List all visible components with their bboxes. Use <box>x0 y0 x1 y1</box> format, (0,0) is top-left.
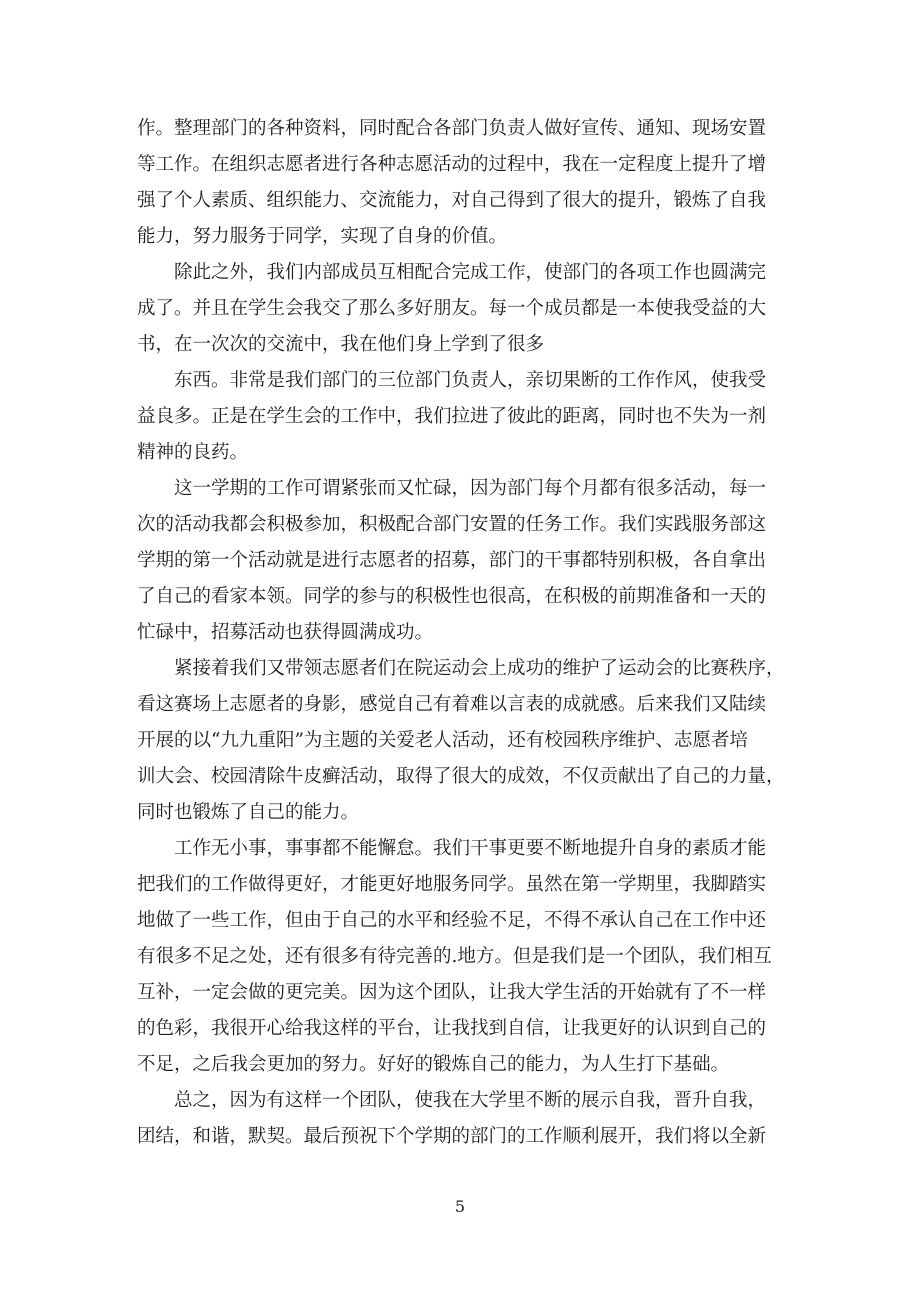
text-line: 把我们的工作做得更好，才能更好地服务同学。虽然在第一学期里，我脚踏实 <box>137 874 767 895</box>
text-line: 等工作。在组织志愿者进行各种志愿活动的过程中，我在一定程度上提升了增 <box>137 154 767 175</box>
text-line: 训大会、校园清除牛皮癣活动，取得了很大的成效，不仅贡献出了自己的力量， <box>137 766 785 787</box>
text-line: 互补，一定会做的更完美。因为这个团队，让我大学生活的开始就有了不一样 <box>137 982 767 1003</box>
text-line: 次的活动我都会积极参加，积极配合部门安置的任务工作。我们实践服务部这 <box>137 514 767 535</box>
text-line: 了自己的看家本领。同学的参与的积极性也很高，在积极的前期准备和一天的 <box>137 586 767 607</box>
text-line: 紧接着我们又带领志愿者们在院运动会上成功的维护了运动会的比赛秩序， <box>174 658 785 679</box>
text-line: 东西。非常是我们部门的三位部门负责人，亲切果断的工作作风，使我受 <box>174 370 767 391</box>
text-line: 开展的以“九九重阳”为主题的关爱老人活动，还有校园秩序维护、志愿者培 <box>137 730 748 751</box>
text-line: 书，在一次次的交流中，我在他们身上学到了很多 <box>137 334 545 355</box>
text-line: 看这赛场上志愿者的身影，感觉自己有着难以言表的成就感。后来我们又陆续 <box>137 694 767 715</box>
text-line: 的色彩，我很开心给我这样的平台，让我找到自信，让我更好的认识到自己的 <box>137 1018 767 1039</box>
text-line: 工作无小事，事事都不能懈怠。我们干事更要不断地提升自身的素质才能 <box>174 838 767 859</box>
text-line: 地做了一些工作，但由于自己的水平和经验不足，不得不承认自己在工作中还 <box>137 910 767 931</box>
text-line: 总之，因为有这样一个团队，使我在大学里不断的展示自我，晋升自我， <box>174 1090 767 1111</box>
text-line: 忙碌中，招募活动也获得圆满成功。 <box>137 622 434 643</box>
text-line: 能力，努力服务于同学，实现了自身的价值。 <box>137 226 508 247</box>
text-line: 学期的第一个活动就是进行志愿者的招募，部门的干事都特别积极，各自拿出 <box>137 550 767 571</box>
text-line: 有很多不足之处，还有很多有待完善的.地方。但是我们是一个团队，我们相互 <box>137 946 772 967</box>
page-number: 5 <box>454 1197 466 1216</box>
text-line: 同时也锻炼了自己的能力。 <box>137 802 360 823</box>
text-line: 这一学期的工作可谓紧张而又忙碌，因为部门每个月都有很多活动，每一 <box>174 478 767 499</box>
text-line: 除此之外，我们内部成员互相配合完成工作，使部门的各项工作也圆满完 <box>174 262 767 283</box>
text-line: 益良多。正是在学生会的工作中，我们拉进了彼此的距离，同时也不失为一剂 <box>137 406 767 427</box>
text-line: 成了。并且在学生会我交了那么多好朋友。每一个成员都是一本使我受益的大 <box>137 298 767 319</box>
text-line: 作。整理部门的各种资料，同时配合各部门负责人做好宣传、通知、现场安置 <box>137 118 767 139</box>
text-line: 不足，之后我会更加的努力。好好的锻炼自己的能力，为人生打下基础。 <box>137 1054 730 1075</box>
text-line: 强了个人素质、组织能力、交流能力，对自己得到了很大的提升，锻炼了自我 <box>137 190 767 211</box>
text-line: 精神的良药。 <box>137 442 249 463</box>
text-line: 团结，和谐，默契。最后预祝下个学期的部门的工作顺利展开，我们将以全新 <box>137 1126 767 1147</box>
